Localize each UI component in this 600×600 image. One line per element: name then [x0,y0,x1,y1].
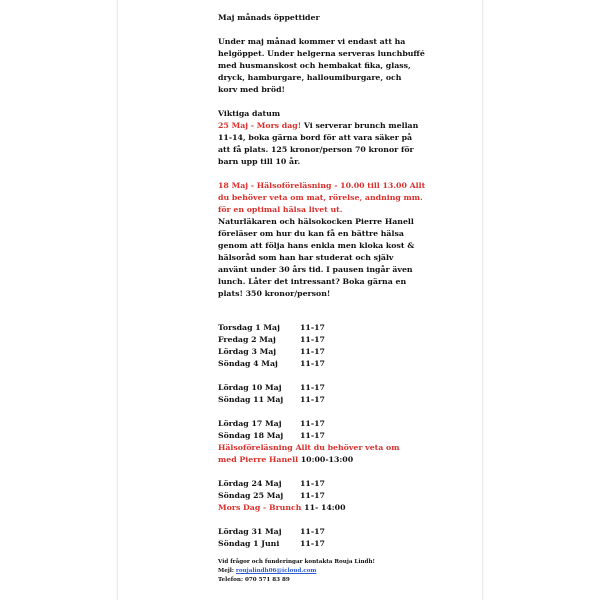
schedule-row [218,538,325,550]
schedule-time: 11-17 [300,479,325,488]
intro-line: helgöppet. Under helgerna serveras lunchbuffé [218,49,425,58]
schedule-day: Lördag 10 Maj [218,383,282,392]
special-lecture-line [218,454,353,466]
schedule-row [218,334,325,346]
schedule-time: 11-17 [300,323,325,332]
intro-line: dryck, hamburgare, halloumiburgare, och [218,73,402,82]
schedule-row [218,418,325,430]
lecture-highlight: du behöver veta om mat, rörelse, andning mm. [218,193,423,202]
schedule-row [218,358,325,370]
schedule-day: Lördag 17 Maj [218,419,282,428]
mothers-day-highlight: 25 Maj - Mors dag! [218,121,302,130]
special-brunch-line [218,502,346,514]
schedule-row [218,490,325,502]
schedule-day: Söndag 1 Juni [218,539,280,548]
schedule-row [218,322,325,334]
mothers-day-line: barn upp till 10 år. [218,157,301,166]
schedule-row [218,430,325,442]
special-brunch-time: 11- 14:00 [301,503,346,512]
lecture-line: hälsoråd som han har studerat och själv [218,253,394,262]
schedule-row [218,478,325,490]
intro-line: med husmanskost och hembakat fika, glass, [218,61,411,70]
footer-phone: Telefon: 070 571 83 89 [218,577,290,583]
schedule-time: 11-17 [300,419,325,428]
schedule-day: Torsdag 1 Maj [218,323,280,332]
schedule-day: Söndag 18 Maj [218,431,284,440]
schedule-row [218,526,325,538]
schedule-day: Lördag 24 Maj [218,479,282,488]
schedule-day: Söndag 4 Maj [218,359,278,368]
mothers-day-line: 11-14, boka gärna bord för att vara säker på [218,133,413,142]
intro-line: korv med bröd! [218,85,285,94]
mail-label: Mejl: [218,568,236,574]
lecture-line: använt under 30 års tid. I pausen ingår även [218,265,413,274]
schedule-time: 11-17 [300,335,325,344]
schedule-day: Söndag 25 Maj [218,491,284,500]
schedule-time: 11-17 [300,539,325,548]
special-brunch-highlight: Mors Dag - Brunch [218,503,302,512]
special-lecture-highlight: med Pierre Hanell [218,455,299,464]
schedule-day: Söndag 11 Maj [218,395,284,404]
schedule-time: 11-17 [300,395,325,404]
schedule-row [218,394,325,406]
schedule-row [218,382,325,394]
schedule-day: Fredag 2 Maj [218,335,276,344]
mothers-day-line [218,120,418,132]
schedule-time: 11-17 [300,527,325,536]
page-title: Maj månads öppettider [218,13,320,22]
schedule-time: 11-17 [300,431,325,440]
intro-line: Under maj månad kommer vi endast att ha [218,37,406,46]
footer-mail [218,567,316,576]
special-lecture-line: Hälsoföreläsning Allt du behöver veta om [218,443,400,452]
schedule-day: Lördag 3 Maj [218,347,277,356]
lecture-line: Naturläkaren och hälsokocken Pierre Hanell [218,217,414,226]
schedule-time: 11-17 [300,383,325,392]
mail-link[interactable]: roujalindh06@icloud.com [235,568,317,574]
special-lecture-time: 10:00-13:00 [298,455,354,464]
footer-contact: Vid frågor och funderingar kontakta Rouja Lindh! [218,559,375,565]
mothers-day-text: Vi serverar brunch mellan [301,121,419,130]
schedule-time: 11-17 [300,491,325,500]
schedule-time: 11-17 [300,347,325,356]
lecture-highlight: för en optimal hälsa livet ut. [218,205,343,214]
schedule-time: 11-17 [300,359,325,368]
lecture-line: genom att följa hans enkla men kloka kost & [218,241,415,250]
dates-heading: Viktiga datum [218,109,281,118]
lecture-line: plats! 350 kronor/person! [218,289,331,298]
lecture-line: lunch. Låter det intressant? Boka gärna en [218,277,407,286]
lecture-highlight: 18 Maj - Hälsoföreläsning - 10.00 till 13.00 Allt [218,181,426,190]
lecture-line: föreläser om hur du kan få en bättre hälsa [218,229,404,238]
schedule-day: Lördag 31 Maj [218,527,282,536]
mothers-day-line: att få plats. 125 kronor/person 70 kronor för [218,145,414,154]
schedule-row [218,346,325,358]
